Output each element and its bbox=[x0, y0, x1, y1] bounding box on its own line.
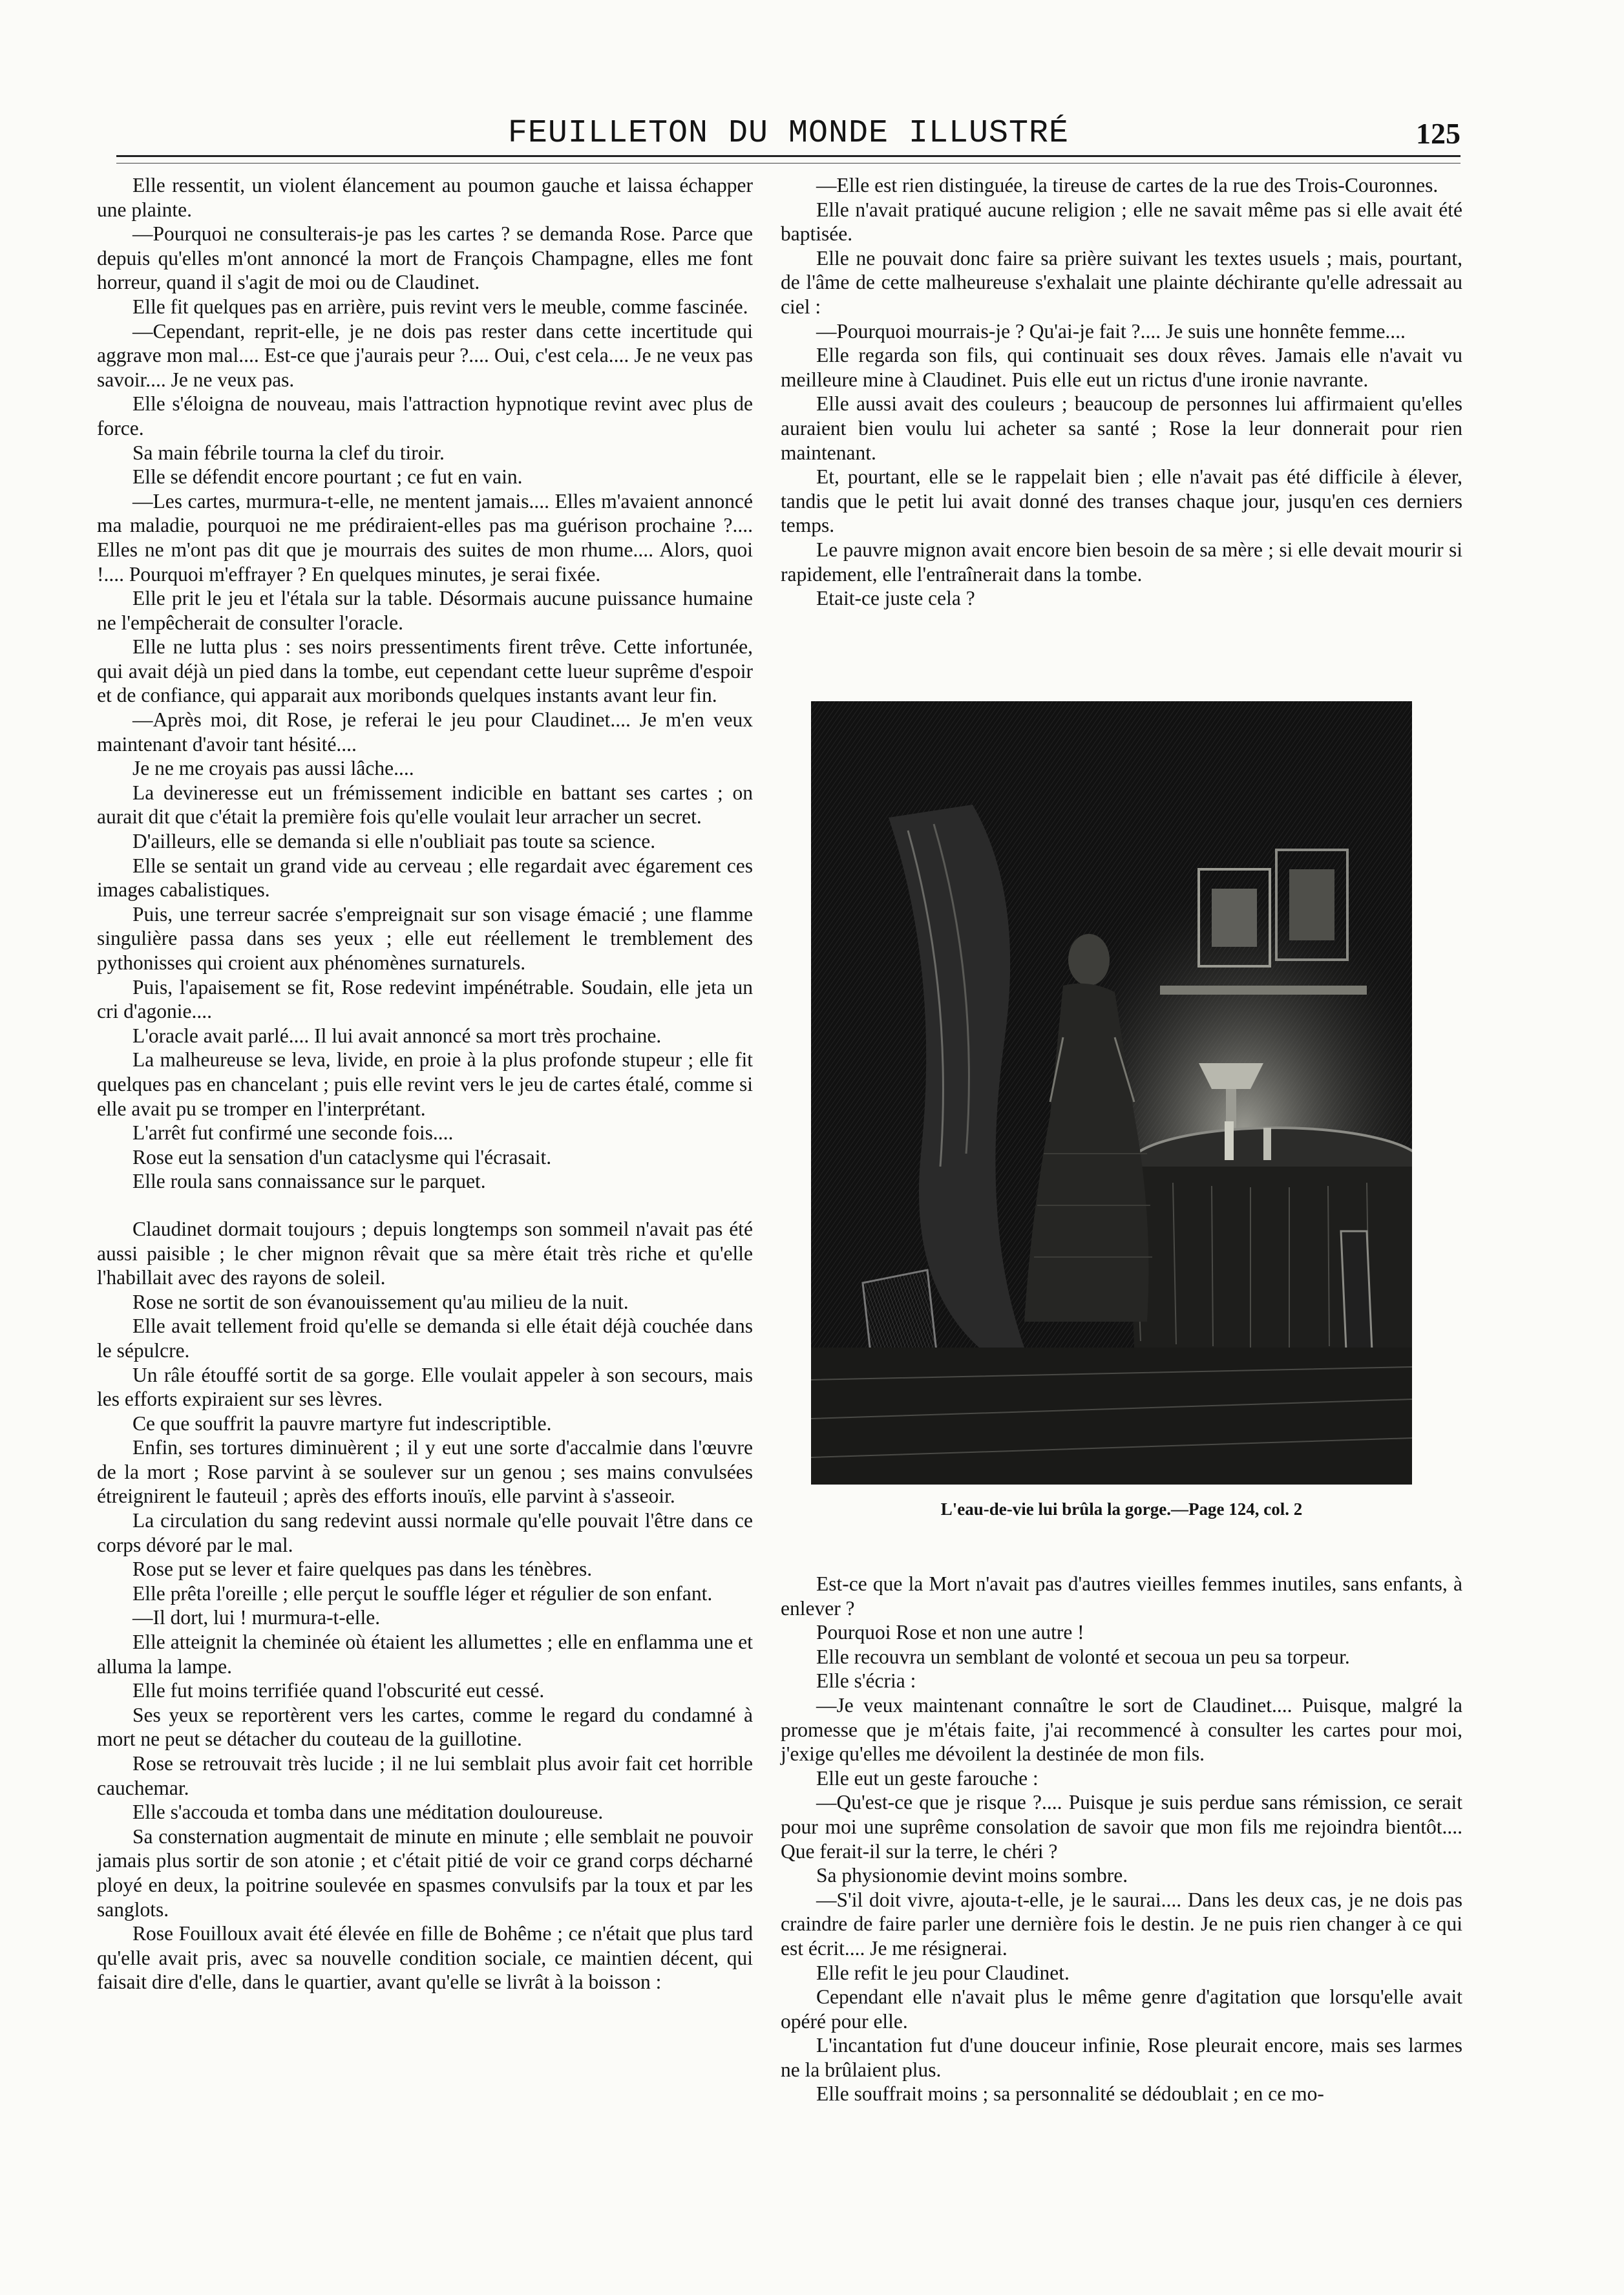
paragraph: Rose se retrouvait très lucide ; il ne lui semblait plus avoir fait cet horrible cauchemar. bbox=[97, 1752, 753, 1799]
paragraph: Elle se sentait un grand vide au cerveau ; elle regardait avec égarement ces images cabalistiques. bbox=[97, 854, 753, 902]
running-title: FEUILLETON DU MONDE ILLUSTRÉ bbox=[507, 115, 1070, 152]
paragraph: Elle s'éloigna de nouveau, mais l'attraction hypnotique revint avec plus de force. bbox=[97, 392, 753, 439]
paragraph: L'arrêt fut confirmé une seconde fois.... bbox=[132, 1121, 454, 1145]
paragraph: —Les cartes, murmura-t-elle, ne mentent jamais.... Elles m'avaient annoncé ma maladie, pourquoi ne me prédiraient-elles pas ma guérison prochaine ?.... Elles ne m'ont pas dit que je mourrais des suites de mon rhume.... Alors, quoi !.... Pourquoi m'effrayer ? En quelques minutes, je serai fixée. bbox=[97, 489, 753, 586]
paragraph: Pourquoi Rose et non une autre ! bbox=[816, 1621, 1084, 1644]
paragraph: —Cependant, reprit-elle, je ne dois pas rester dans cette incertitude qui aggrave mon mal.... Est-ce que j'aurais peur ?.... Oui, c'est cela.... Je ne veux pas savoir.... Je ne veux pas. bbox=[97, 319, 753, 391]
paragraph: Sa physionomie devint moins sombre. bbox=[816, 1864, 1128, 1887]
paragraph: D'ailleurs, elle se demanda si elle n'oubliait pas toute sa science. bbox=[132, 830, 656, 853]
paragraph: —Je veux maintenant connaître le sort de Claudinet.... Puisque, malgré la promesse que je m'étais faite, j'ai recommencé à consulter les cartes pour moi, j'exige qu'elles me dévoilent la destinée de mon fils. bbox=[781, 1693, 1462, 1766]
paragraph: Sa main fébrile tourna la clef du tiroir. bbox=[132, 441, 445, 464]
paragraph: Elle recouvra un semblant de volonté et secoua un peu sa torpeur. bbox=[816, 1645, 1350, 1668]
paragraph: —Qu'est-ce que je risque ?.... Puisque je suis perdue sans rémission, ce serait pour moi une suprême consolation de savoir que mon fils me rejoindra bientôt.... Que ferait-il sur la terre, le chéri ? bbox=[781, 1791, 1462, 1863]
paragraph: —Il dort, lui ! murmura-t-elle. bbox=[132, 1606, 381, 1629]
paragraph: Le pauvre mignon avait encore bien besoin de sa mère ; si elle devait mourir si rapidement, elle l'entraînerait dans la tombe. bbox=[781, 538, 1462, 586]
paragraph: —Elle est rien distinguée, la tireuse de cartes de la rue des Trois-Couronnes. bbox=[816, 174, 1439, 196]
paragraph: Sa consternation augmentait de minute en minute ; elle semblait ne pouvoir jamais plus sortir de son atonie ; et c'était pitié de voir ce grand corps décharné ployé en deux, la poitrine soulevée en spasmes convulsifs par la toux et par les sanglots. bbox=[97, 1824, 753, 1921]
left-column bbox=[97, 173, 753, 1994]
paragraph: Elle regarda son fils, qui continuait ses doux rêves. Jamais elle n'avait vu meilleure mine à Claudinet. Puis elle eut un rictus d'une ironie navrante. bbox=[781, 344, 1462, 391]
paragraph: Rose put se lever et faire quelques pas dans les ténèbres. bbox=[132, 1558, 593, 1581]
right-column-bottom bbox=[781, 1572, 1462, 2106]
paragraph: Ce que souffrit la pauvre martyre fut indescriptible. bbox=[132, 1412, 552, 1435]
paragraph: L'incantation fut d'une douceur infinie, Rose pleurait encore, mais ses larmes ne la brûlaient plus. bbox=[781, 2034, 1462, 2081]
paragraph: Elle n'avait pratiqué aucune religion ; elle ne savait même pas si elle avait été baptisée. bbox=[781, 198, 1462, 246]
paragraph: Enfin, ses tortures diminuèrent ; il y eut une sorte d'accalmie dans l'œuvre de la mort ; Rose parvint à se soulever sur un genou ; ses mains convulsées étreignirent le fauteuil ; après des efforts inouïs, elle parvint à s'asseoir. bbox=[97, 1436, 753, 1508]
paragraph: Etait-ce juste cela ? bbox=[816, 587, 975, 610]
paragraph: Rose eut la sensation d'un cataclysme qui l'écrasait. bbox=[132, 1145, 552, 1169]
paragraph: Elle atteignit la cheminée où étaient les allumettes ; elle en enflamma une et alluma la lampe. bbox=[97, 1631, 753, 1678]
paragraph: Elle ne lutta plus : ses noirs pressentiments firent trêve. Cette infortunée, qui avait déjà un pied dans la tombe, eut cependant cette lueur suprême d'espoir et de confiance, qui apparait aux moribonds quelques instants avant leur fin. bbox=[97, 635, 753, 707]
paragraph: Rose Fouilloux avait été élevée en fille de Bohême ; ce n'était que plus tard qu'elle avait pris, avec sa nouvelle condition sociale, ce maintien décent, qui faisait dire d'elle, dans le quartier, avant qu'elle se livrât à la boisson : bbox=[97, 1922, 753, 1994]
right-column-top bbox=[781, 173, 1462, 611]
paragraph: Elle fut moins terrifiée quand l'obscurité eut cessé. bbox=[132, 1679, 545, 1702]
paragraph: Claudinet dormait toujours ; depuis longtemps son sommeil n'avait pas été aussi paisible ; le cher mignon rêvait que sa mère était très riche et qu'elle l'habillait avec des rayons de soleil. bbox=[97, 1217, 753, 1289]
paragraph: Un râle étouffé sortit de sa gorge. Elle voulait appeler à son secours, mais les efforts expiraient sur ses lèvres. bbox=[97, 1363, 753, 1411]
section-break bbox=[97, 1194, 753, 1217]
paragraph: Rose ne sortit de son évanouissement qu'au milieu de la nuit. bbox=[132, 1290, 629, 1313]
paragraph: —Pourquoi mourrais-je ? Qu'ai-je fait ?.... Je suis une honnête femme.... bbox=[816, 319, 1406, 343]
paragraph: Elle aussi avait des couleurs ; beaucoup de personnes lui affirmaient qu'elles auraient bien voulu lui acheter sa santé ; Rose la leur donnerait pour rien maintenant. bbox=[781, 392, 1462, 464]
paragraph: Elle avait tellement froid qu'elle se demanda si elle était déjà couchée dans le sépulcre. bbox=[97, 1315, 753, 1362]
paragraph: Puis, l'apaisement se fit, Rose redevint impénétrable. Soudain, elle jeta un cri d'agonie.... bbox=[97, 975, 753, 1023]
illustration-caption: L'eau-de-vie lui brûla la gorge.—Page 124, col. 2 bbox=[940, 1499, 1303, 1519]
paragraph: Je ne me croyais pas aussi lâche.... bbox=[132, 757, 414, 780]
paragraph: —Après moi, dit Rose, je referai le jeu pour Claudinet.... Je m'en veux maintenant d'avoir tant hésité.... bbox=[97, 708, 753, 756]
paragraph: La devineresse eut un frémissement indicible en battant ses cartes ; on aurait dit que c'était la première fois qu'elle voulait leur arracher un secret. bbox=[97, 781, 753, 829]
paragraph: Elle prêta l'oreille ; elle perçut le souffle léger et régulier de son enfant. bbox=[132, 1581, 713, 1605]
paragraph: Elle refit le jeu pour Claudinet. bbox=[816, 1961, 1070, 1984]
paragraph: La circulation du sang redevint aussi normale qu'elle pouvait l'être dans ce corps dévoré par le mal. bbox=[97, 1509, 753, 1556]
paragraph: Elle ressentit, un violent élancement au poumon gauche et laissa échapper une plainte. bbox=[97, 174, 753, 221]
paragraph: La malheureuse se leva, livide, en proie à la plus profonde stupeur ; elle fit quelques pas en chancelant ; puis elle revint vers le jeu de cartes étalé, comme si elle avait pu se tromper en l'interprétant. bbox=[97, 1048, 753, 1120]
paragraph: Elle se défendit encore pourtant ; ce fut en vain. bbox=[132, 465, 523, 489]
paragraph: Elle s'écria : bbox=[816, 1669, 916, 1693]
paragraph: Elle s'accouda et tomba dans une méditation douloureuse. bbox=[132, 1801, 604, 1824]
paragraph: Elle souffrait moins ; sa personnalité se dédoublait ; en ce mo- bbox=[816, 2082, 1324, 2106]
paragraph: L'oracle avait parlé.... Il lui avait annoncé sa mort très prochaine. bbox=[132, 1024, 662, 1047]
paragraph: Elle eut un geste farouche : bbox=[816, 1766, 1039, 1790]
header-rule-thin bbox=[116, 163, 1461, 164]
paragraph: Et, pourtant, elle se le rappelait bien ; elle n'avait pas été difficile à élever, tandis que le petit lui avait donné des transes chaque jour, jusqu'en ces derniers temps. bbox=[781, 465, 1462, 537]
paragraph: —Pourquoi ne consulterais-je pas les cartes ? se demanda Rose. Parce que depuis qu'elles m'ont annoncé la mort de François Champagne, elles me font horreur, quand il s'agit de moi ou de Claudinet. bbox=[97, 222, 753, 294]
page-number: 125 bbox=[1416, 117, 1461, 150]
paragraph: Elle prit le jeu et l'étala sur la table. Désormais aucune puissance humaine ne l'empêcherait de consulter l'oracle. bbox=[97, 587, 753, 634]
paragraph: Ses yeux se reportèrent vers les cartes, comme le regard du condamné à mort ne peut se détacher du couteau de la guillotine. bbox=[97, 1703, 753, 1751]
paragraph: Elle fit quelques pas en arrière, puis revint vers le meuble, comme fascinée. bbox=[132, 295, 748, 318]
paragraph: Elle roula sans connaissance sur le parquet. bbox=[132, 1170, 486, 1193]
engraving-illustration bbox=[811, 701, 1412, 1485]
engraving-scene bbox=[811, 701, 1412, 1485]
header-rule bbox=[116, 155, 1461, 157]
paragraph: Elle ne pouvait donc faire sa prière suivant les textes usuels ; mais, pourtant, de l'âme de cette malheureuse s'exhalait une plainte déchirante qu'elle adressait au ciel : bbox=[781, 246, 1462, 318]
paragraph: —S'il doit vivre, ajouta-t-elle, je le saurai.... Dans les deux cas, je ne dois pas craindre de faire parler une dernière fois le destin. Je ne puis rien changer à ce qui est écrit.... Je me résignerai. bbox=[781, 1888, 1462, 1960]
paragraph: Cependant elle n'avait plus le même genre d'agitation que lorsqu'elle avait opéré pour elle. bbox=[781, 1985, 1462, 2033]
paragraph: Puis, une terreur sacrée s'empreignait sur son visage émacié ; une flamme singulière passa dans ses yeux ; elle eut réellement le tremblement des pythonisses qui croient aux phénomènes surnaturels. bbox=[97, 902, 753, 974]
page-header bbox=[116, 110, 1461, 155]
paragraph: Est-ce que la Mort n'avait pas d'autres vieilles femmes inutiles, sans enfants, à enlever ? bbox=[781, 1572, 1462, 1620]
